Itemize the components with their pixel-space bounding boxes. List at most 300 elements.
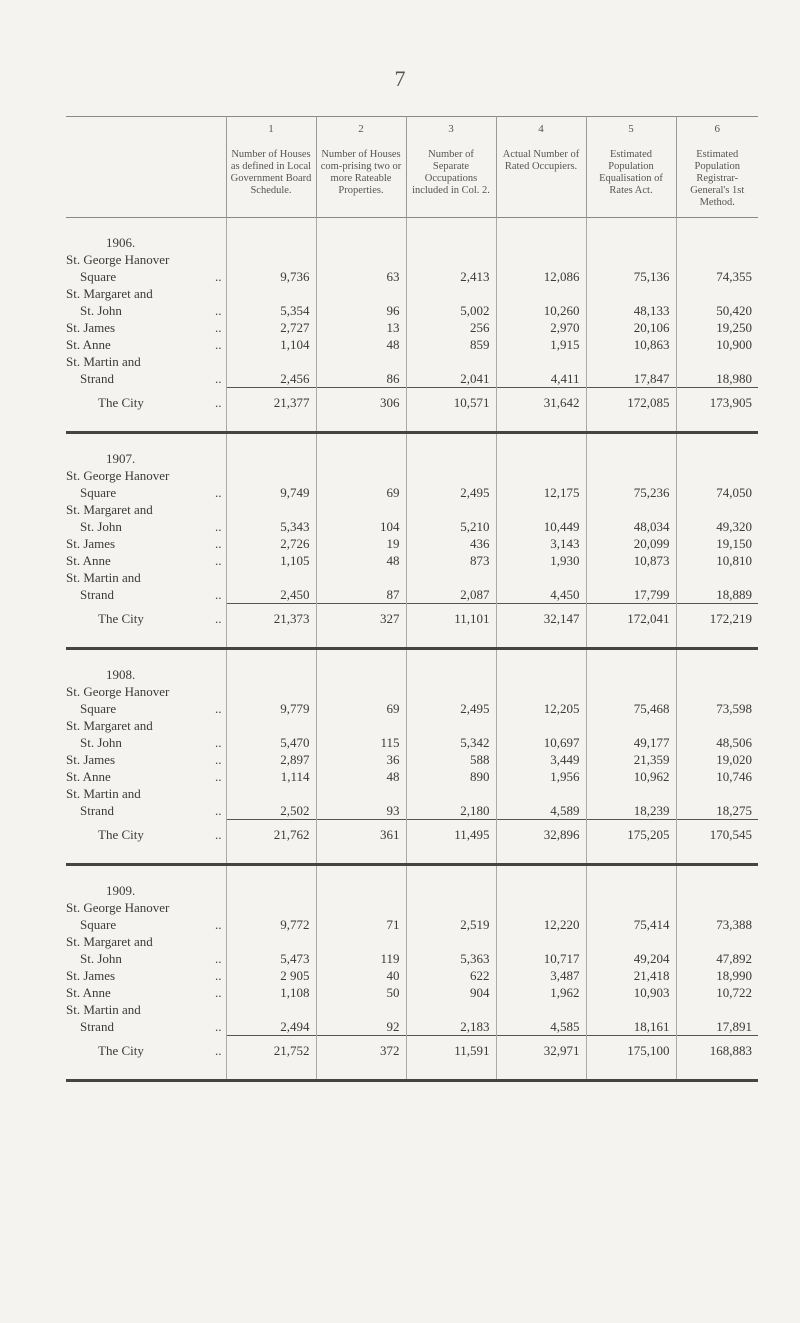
table-cell: 173,905	[676, 388, 758, 433]
table-cell: 436	[406, 535, 496, 552]
row-label: St. Martin and	[66, 786, 141, 801]
row-label: St. John ..	[80, 303, 222, 318]
table-cell	[316, 501, 406, 518]
table-row	[66, 302, 758, 319]
row-label: Square ..	[80, 701, 222, 716]
table-cell	[226, 467, 316, 484]
table-cell: 2,897	[226, 751, 316, 768]
table-cell	[226, 285, 316, 302]
table-cell	[676, 569, 758, 586]
table-cell: 69	[316, 484, 406, 501]
row-label: St. Anne ..	[66, 553, 222, 568]
table-cell: 10,571	[406, 388, 496, 433]
row-label: St. James ..	[66, 752, 222, 767]
table-cell: 2 905	[226, 967, 316, 984]
table-cell	[676, 717, 758, 734]
row-label: St. Margaret and	[66, 934, 153, 949]
table-cell	[676, 933, 758, 950]
table-cell	[316, 785, 406, 802]
total-row	[66, 1036, 758, 1081]
row-label: Strand ..	[80, 1019, 222, 1035]
row-label: The City ..	[98, 394, 222, 410]
table-cell: 10,873	[586, 552, 676, 569]
table-cell: 119	[316, 950, 406, 967]
table-cell: 96	[316, 302, 406, 319]
table-cell: 175,100	[586, 1036, 676, 1081]
table-cell: 20,106	[586, 319, 676, 336]
table-row	[66, 353, 758, 370]
row-label: St. Anne ..	[66, 769, 222, 784]
row-label: St. James ..	[66, 968, 222, 983]
table-cell: 172,219	[676, 604, 758, 649]
table-cell	[676, 218, 758, 252]
table-cell: 10,717	[496, 950, 586, 967]
table-cell	[496, 717, 586, 734]
table-cell: 10,900	[676, 336, 758, 353]
page-number: 7	[394, 66, 406, 91]
table-cell: 19,150	[676, 535, 758, 552]
table-row	[66, 336, 758, 353]
table-cell	[316, 285, 406, 302]
table-cell: 63	[316, 268, 406, 285]
table-cell	[226, 865, 316, 900]
table-row	[66, 734, 758, 751]
row-label: Strand ..	[80, 803, 222, 819]
table-cell: 3,487	[496, 967, 586, 984]
table-cell	[406, 467, 496, 484]
table-cell: 890	[406, 768, 496, 785]
table-cell: 12,175	[496, 484, 586, 501]
table-cell: 74,355	[676, 268, 758, 285]
table-cell: 73,598	[676, 700, 758, 717]
table-cell: 104	[316, 518, 406, 535]
table-cell	[406, 649, 496, 684]
table-cell	[586, 933, 676, 950]
table-cell: 5,363	[406, 950, 496, 967]
table-cell	[496, 683, 586, 700]
row-label: St. George Hanover	[66, 252, 170, 267]
table-cell: 93	[316, 802, 406, 820]
table-cell	[226, 569, 316, 586]
table-row	[66, 467, 758, 484]
table-cell: 10,746	[676, 768, 758, 785]
table-cell: 172,041	[586, 604, 676, 649]
table-cell: 18,275	[676, 802, 758, 820]
row-label: The City ..	[98, 826, 222, 842]
row-label: St. Anne ..	[66, 985, 222, 1000]
table-cell	[586, 865, 676, 900]
year-block	[66, 865, 758, 1081]
year-heading-row	[66, 218, 758, 252]
table-cell	[406, 353, 496, 370]
table-cell: 19	[316, 535, 406, 552]
year-block	[66, 218, 758, 433]
column-header: 1 Number of Houses as defined in Local Government Board Schedule.	[226, 117, 316, 218]
table-cell: 859	[406, 336, 496, 353]
table-cell: 1,956	[496, 768, 586, 785]
table-cell: 10,810	[676, 552, 758, 569]
table-cell	[676, 865, 758, 900]
row-label: St. Margaret and	[66, 502, 153, 517]
table-cell: 2,494	[226, 1018, 316, 1036]
table-cell: 2,183	[406, 1018, 496, 1036]
table-cell: 48,034	[586, 518, 676, 535]
table-cell: 2,413	[406, 268, 496, 285]
table-cell	[226, 899, 316, 916]
table-cell	[586, 717, 676, 734]
table-cell	[406, 717, 496, 734]
table-cell: 2,727	[226, 319, 316, 336]
table-cell: 10,260	[496, 302, 586, 319]
table-row	[66, 785, 758, 802]
table-cell	[316, 1001, 406, 1018]
table-cell	[586, 1001, 676, 1018]
table-cell: 47,892	[676, 950, 758, 967]
table-cell	[406, 683, 496, 700]
table-cell	[586, 649, 676, 684]
row-label: 1908.	[106, 667, 136, 682]
table-cell	[586, 218, 676, 252]
table-cell: 13	[316, 319, 406, 336]
table-cell: 2,087	[406, 586, 496, 604]
table-cell: 21,752	[226, 1036, 316, 1081]
table-cell: 256	[406, 319, 496, 336]
table-cell: 11,495	[406, 820, 496, 865]
table-row	[66, 768, 758, 785]
table-cell: 2,041	[406, 370, 496, 388]
table-row	[66, 251, 758, 268]
table-cell	[406, 899, 496, 916]
table-cell	[406, 569, 496, 586]
column-header: 3 Number of Separate Occupations included in Col. 2.	[406, 117, 496, 218]
table-cell: 18,239	[586, 802, 676, 820]
table-cell: 48,506	[676, 734, 758, 751]
table-cell: 32,147	[496, 604, 586, 649]
column-header: 5 Estimated Population Equalisation of Rates Act.	[586, 117, 676, 218]
row-label: St. George Hanover	[66, 684, 170, 699]
table-cell: 50,420	[676, 302, 758, 319]
table-cell: 18,980	[676, 370, 758, 388]
table-cell: 1,962	[496, 984, 586, 1001]
table-cell: 2,180	[406, 802, 496, 820]
column-header: 6 Estimated Population Registrar-General's 1st Method.	[676, 117, 758, 218]
table-cell	[316, 717, 406, 734]
table-cell: 75,468	[586, 700, 676, 717]
table-cell	[496, 501, 586, 518]
table-row	[66, 683, 758, 700]
table-cell: 2,456	[226, 370, 316, 388]
table-cell: 17,847	[586, 370, 676, 388]
table-cell: 1,105	[226, 552, 316, 569]
table-row	[66, 717, 758, 734]
table-cell	[226, 649, 316, 684]
row-label: Strand ..	[80, 587, 222, 603]
table-cell	[676, 467, 758, 484]
table-row	[66, 933, 758, 950]
table-row	[66, 916, 758, 933]
table-cell	[676, 285, 758, 302]
table-cell: 588	[406, 751, 496, 768]
table-cell: 5,343	[226, 518, 316, 535]
table-row	[66, 984, 758, 1001]
table-cell: 622	[406, 967, 496, 984]
table-cell	[406, 1001, 496, 1018]
table-cell: 71	[316, 916, 406, 933]
table-cell: 32,896	[496, 820, 586, 865]
table-cell: 48	[316, 336, 406, 353]
table-cell: 361	[316, 820, 406, 865]
table-cell: 10,863	[586, 336, 676, 353]
table-cell	[316, 433, 406, 468]
table-row	[66, 552, 758, 569]
table-cell: 5,210	[406, 518, 496, 535]
table-cell: 92	[316, 1018, 406, 1036]
table-cell: 86	[316, 370, 406, 388]
table-cell: 17,799	[586, 586, 676, 604]
table-cell	[316, 649, 406, 684]
table-cell	[406, 865, 496, 900]
row-label: St. Martin and	[66, 570, 141, 585]
table-cell	[496, 251, 586, 268]
table-row	[66, 1001, 758, 1018]
column-header: 2 Number of Houses com-prising two or more Rateable Properties.	[316, 117, 406, 218]
table-cell: 19,250	[676, 319, 758, 336]
table-cell	[586, 433, 676, 468]
table-cell	[586, 899, 676, 916]
table-row	[66, 484, 758, 501]
table-cell: 1,104	[226, 336, 316, 353]
table-cell	[226, 501, 316, 518]
table-cell: 172,085	[586, 388, 676, 433]
table-cell: 49,320	[676, 518, 758, 535]
table-cell	[676, 353, 758, 370]
table-row	[66, 268, 758, 285]
table-cell	[316, 683, 406, 700]
table-row	[66, 967, 758, 984]
table-cell	[496, 785, 586, 802]
row-label: Strand ..	[80, 371, 222, 387]
row-label: St. Margaret and	[66, 286, 153, 301]
table-row	[66, 899, 758, 916]
table-cell	[226, 251, 316, 268]
total-row	[66, 820, 758, 865]
table-cell	[586, 785, 676, 802]
table-cell	[496, 433, 586, 468]
table-cell	[496, 1001, 586, 1018]
table-cell	[496, 569, 586, 586]
table-cell	[676, 785, 758, 802]
table-cell	[226, 218, 316, 252]
year-heading-row	[66, 649, 758, 684]
table-cell	[586, 467, 676, 484]
table-cell	[226, 717, 316, 734]
table-row	[66, 1018, 758, 1036]
row-label: St. James ..	[66, 320, 222, 335]
table-row	[66, 751, 758, 768]
table-row	[66, 569, 758, 586]
row-label: St. John ..	[80, 951, 222, 966]
table-row	[66, 586, 758, 604]
row-label: Square ..	[80, 917, 222, 932]
row-label: St. George Hanover	[66, 900, 170, 915]
table-cell: 18,161	[586, 1018, 676, 1036]
table-cell: 873	[406, 552, 496, 569]
table-cell: 73,388	[676, 916, 758, 933]
year-block	[66, 649, 758, 865]
table-cell: 115	[316, 734, 406, 751]
table-cell: 12,205	[496, 700, 586, 717]
table-cell: 10,962	[586, 768, 676, 785]
table-cell: 21,373	[226, 604, 316, 649]
table-row	[66, 950, 758, 967]
table-cell: 12,086	[496, 268, 586, 285]
table-cell: 3,143	[496, 535, 586, 552]
table-row	[66, 285, 758, 302]
table-cell: 50	[316, 984, 406, 1001]
table-cell: 10,903	[586, 984, 676, 1001]
table-cell: 5,342	[406, 734, 496, 751]
table-cell	[226, 1001, 316, 1018]
table-cell	[316, 569, 406, 586]
row-label: 1909.	[106, 883, 136, 898]
table-cell: 36	[316, 751, 406, 768]
total-row	[66, 604, 758, 649]
table-cell	[676, 899, 758, 916]
table-cell: 20,099	[586, 535, 676, 552]
row-label: The City ..	[98, 610, 222, 626]
table-cell: 12,220	[496, 916, 586, 933]
table-cell: 372	[316, 1036, 406, 1081]
column-header: 4 Actual Number of Rated Occupiers.	[496, 117, 586, 218]
table-cell: 11,591	[406, 1036, 496, 1081]
table-cell	[406, 785, 496, 802]
table-row	[66, 700, 758, 717]
table-cell: 1,108	[226, 984, 316, 1001]
table-cell	[226, 353, 316, 370]
table-cell	[316, 218, 406, 252]
table-cell	[406, 433, 496, 468]
table-cell	[676, 501, 758, 518]
row-label: 1906.	[106, 235, 136, 250]
table-row	[66, 370, 758, 388]
table-cell	[496, 899, 586, 916]
table-cell: 2,970	[496, 319, 586, 336]
row-label: St. George Hanover	[66, 468, 170, 483]
table-cell: 2,726	[226, 535, 316, 552]
table-cell	[316, 865, 406, 900]
table-cell: 19,020	[676, 751, 758, 768]
table-cell	[676, 683, 758, 700]
table-cell: 48	[316, 552, 406, 569]
table-cell: 87	[316, 586, 406, 604]
table-cell: 4,585	[496, 1018, 586, 1036]
population-table	[66, 116, 758, 1082]
table-cell	[496, 933, 586, 950]
table-cell	[316, 933, 406, 950]
table-cell: 48	[316, 768, 406, 785]
row-label: Square ..	[80, 269, 222, 284]
table-cell	[496, 353, 586, 370]
table-cell: 4,411	[496, 370, 586, 388]
table-cell: 327	[316, 604, 406, 649]
table-cell: 10,449	[496, 518, 586, 535]
table-row	[66, 802, 758, 820]
table-cell: 9,749	[226, 484, 316, 501]
table-cell	[676, 1001, 758, 1018]
table-cell: 5,002	[406, 302, 496, 319]
table-cell: 21,377	[226, 388, 316, 433]
table-cell: 3,449	[496, 751, 586, 768]
table-cell	[586, 501, 676, 518]
table-cell: 9,779	[226, 700, 316, 717]
table-cell: 168,883	[676, 1036, 758, 1081]
table-cell	[226, 933, 316, 950]
table-cell: 306	[316, 388, 406, 433]
table-cell: 49,204	[586, 950, 676, 967]
table-cell	[496, 218, 586, 252]
table-cell: 10,697	[496, 734, 586, 751]
table-cell	[496, 865, 586, 900]
table-cell: 2,519	[406, 916, 496, 933]
table-cell: 2,502	[226, 802, 316, 820]
table-cell: 75,136	[586, 268, 676, 285]
row-label: The City ..	[98, 1042, 222, 1058]
total-row	[66, 388, 758, 433]
row-label: St. Martin and	[66, 354, 141, 369]
table-cell: 21,418	[586, 967, 676, 984]
table-cell	[676, 649, 758, 684]
table-cell: 2,495	[406, 484, 496, 501]
table-cell: 1,915	[496, 336, 586, 353]
row-label: St. Anne ..	[66, 337, 222, 352]
table-cell: 5,354	[226, 302, 316, 319]
table-cell: 18,990	[676, 967, 758, 984]
table-cell: 9,736	[226, 268, 316, 285]
table-cell	[586, 683, 676, 700]
table-cell	[226, 433, 316, 468]
row-label: 1907.	[106, 451, 136, 466]
table-cell	[406, 285, 496, 302]
table-cell: 48,133	[586, 302, 676, 319]
table-cell: 5,470	[226, 734, 316, 751]
table-cell	[586, 285, 676, 302]
table-cell: 21,359	[586, 751, 676, 768]
table-cell	[406, 501, 496, 518]
table-cell	[496, 467, 586, 484]
table-cell: 31,642	[496, 388, 586, 433]
table-cell	[316, 899, 406, 916]
table-row	[66, 319, 758, 336]
table-cell	[406, 251, 496, 268]
table-cell: 4,589	[496, 802, 586, 820]
table-cell	[406, 933, 496, 950]
row-label: St. Margaret and	[66, 718, 153, 733]
table-cell: 9,772	[226, 916, 316, 933]
row-label: St. Martin and	[66, 1002, 141, 1017]
row-label: St. John ..	[80, 735, 222, 750]
table-cell: 49,177	[586, 734, 676, 751]
table-cell: 5,473	[226, 950, 316, 967]
year-block	[66, 433, 758, 649]
row-label: St. John ..	[80, 519, 222, 534]
table-cell	[406, 218, 496, 252]
table-cell	[226, 785, 316, 802]
table-cell: 75,236	[586, 484, 676, 501]
table-cell	[316, 467, 406, 484]
table-cell	[496, 285, 586, 302]
table-cell: 18,889	[676, 586, 758, 604]
table-cell	[586, 353, 676, 370]
